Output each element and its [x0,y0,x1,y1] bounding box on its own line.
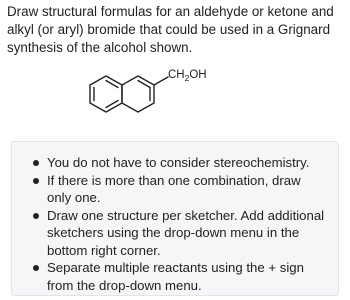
naphthalene-methanol-structure [0,0,350,140]
instructions-list [12,154,328,294]
bullet-icon [33,160,39,166]
instructions-box [11,141,339,296]
left-benzene-ring [90,76,122,112]
list-item [12,259,328,294]
question-prompt: Draw structural formulas for an aldehyde or ketone and alkyl (or aryl) bromide that could be used in a Grignard synthesis of the alcohol shown. [7,4,334,55]
bullet-icon [33,213,39,219]
right-benzene-ring [122,76,154,112]
instruction-text: Draw one structure per sketcher. Add additional sketchers using the drop-down menu in the bottom right corner. [47,207,325,258]
bullet-icon [33,178,39,184]
instruction-text: You do not have to consider stereochemistry. [47,155,310,170]
substituent-label: $CH_2OH$ [168,69,207,83]
list-item [12,207,328,260]
substituent-bond [154,77,168,85]
instruction-text: If there is more than one combination, draw only one. [47,172,301,205]
instruction-text: Separate multiple reactants using the + sign from the drop-down menu. [47,260,304,293]
list-item [12,172,328,207]
list-item [12,154,328,172]
bullet-icon [33,265,39,271]
